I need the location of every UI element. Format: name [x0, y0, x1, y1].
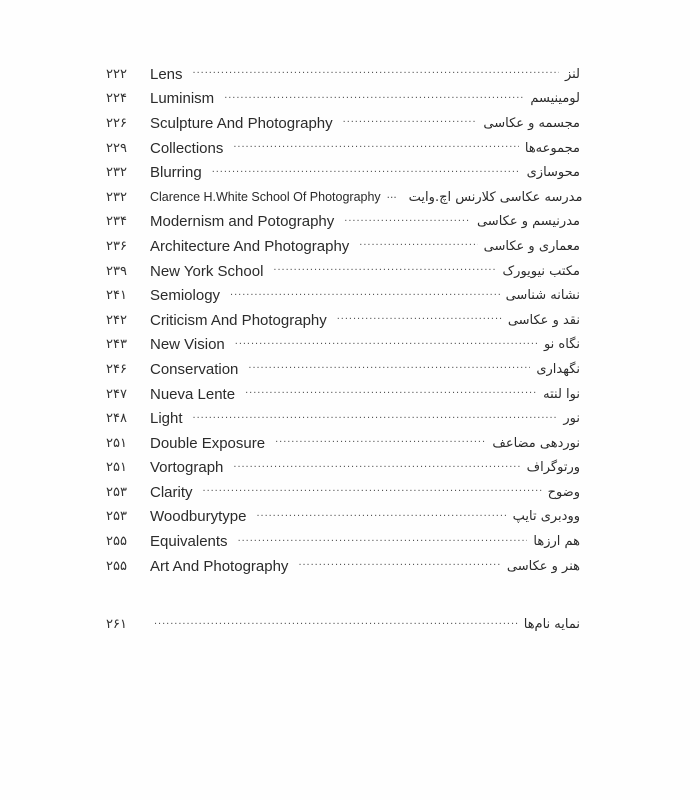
- english-title: Clarity: [150, 483, 193, 501]
- persian-title: ورتوگراف: [526, 460, 580, 476]
- toc-entry-semiology: [104, 283, 580, 308]
- persian-title: هم ارزها: [533, 534, 580, 550]
- dot-leader: [337, 313, 502, 327]
- dot-leader: [235, 338, 538, 352]
- dot-leader: [238, 535, 528, 549]
- english-title: Sculpture And Photography: [150, 114, 333, 132]
- dot-leader: [387, 190, 405, 204]
- page-number: ۲۳۲: [106, 165, 127, 181]
- dot-leader: [344, 215, 471, 229]
- english-title: Woodburytype: [150, 508, 247, 526]
- persian-title: مکتب نیویورک: [502, 263, 580, 279]
- dot-leader: [154, 618, 518, 632]
- persian-title: مدرنیسم و عکاسی: [476, 214, 580, 230]
- persian-title: مجسمه و عکاسی: [483, 115, 580, 131]
- table-of-contents: [104, 62, 583, 637]
- dot-leader: [203, 485, 542, 499]
- page-number: ۲۵۵: [106, 558, 127, 574]
- page-number: ۲۴۲: [106, 312, 127, 328]
- persian-title: مدرسه عکاسی کلارنس اچ.وایت: [408, 189, 583, 205]
- english-title: Semiology: [150, 287, 221, 305]
- page-number: ۲۲۲: [106, 66, 127, 82]
- toc-entry-equivalents: [104, 529, 580, 554]
- dot-leader: [256, 510, 506, 524]
- page-number: ۲۳۶: [106, 238, 127, 254]
- persian-title: لومینیسم: [530, 91, 580, 107]
- english-title: Equivalents: [150, 533, 228, 551]
- toc-entry-lens: [104, 62, 580, 87]
- toc-entry-nueva-lente: [104, 382, 580, 407]
- persian-title: مجموعه‌ها: [524, 140, 580, 156]
- english-title: Blurring: [150, 164, 202, 182]
- page-number: ۲۵۳: [106, 484, 127, 500]
- dot-leader: [224, 92, 524, 106]
- english-title: New Vision: [150, 336, 225, 354]
- page-number: ۲۲۴: [106, 91, 127, 107]
- toc-entry-double-exposure: [104, 431, 580, 456]
- toc-entry-clarity: [104, 480, 580, 505]
- page-number: ۲۲۶: [106, 115, 127, 131]
- toc-entry-luminism: [104, 87, 580, 112]
- english-title: Nueva Lente: [150, 385, 236, 403]
- dot-leader: [359, 239, 477, 253]
- persian-title: لنز: [564, 66, 580, 82]
- dot-leader: [212, 166, 521, 180]
- toc-entry-vortograph: [104, 456, 580, 481]
- page-number: ۲۳۴: [106, 214, 127, 230]
- dot-leader: [245, 387, 537, 401]
- dot-leader: [193, 67, 559, 81]
- page-number: ۲۶۱: [106, 617, 127, 633]
- persian-title: محوسازی: [526, 165, 580, 181]
- section-gap: [104, 578, 580, 612]
- dot-leader: [233, 141, 518, 155]
- english-title: Vortograph: [150, 459, 224, 477]
- toc-entry-architecture: [104, 234, 580, 259]
- persian-title: هنر و عکاسی: [506, 558, 580, 574]
- dot-leader: [193, 412, 558, 426]
- persian-title: نوا لنته: [543, 386, 580, 402]
- toc-entry-criticism: [104, 308, 580, 333]
- dot-leader: [273, 264, 496, 278]
- english-title: Collections: [150, 139, 224, 157]
- english-title: Conservation: [150, 360, 239, 378]
- persian-title: نگهداری: [536, 361, 580, 377]
- dot-leader: [275, 436, 486, 450]
- toc-entry-new-vision: [104, 333, 580, 358]
- english-title: Light: [150, 410, 183, 428]
- dot-leader: [230, 289, 500, 303]
- english-title: Modernism and Potography: [150, 213, 335, 231]
- persian-title: نمایه نام‌ها: [523, 617, 580, 633]
- persian-title: نشانه شناسی: [505, 288, 580, 304]
- dot-leader: [343, 116, 478, 130]
- page-number: ۲۴۶: [106, 361, 127, 377]
- page-number: ۲۴۸: [106, 411, 127, 427]
- toc-entry-new-york-school: [104, 259, 580, 284]
- persian-title: نوردهی مضاعف: [492, 435, 580, 451]
- persian-title: نقد و عکاسی: [507, 312, 580, 328]
- persian-title: معماری و عکاسی: [483, 238, 580, 254]
- toc-entry-modernism: [104, 210, 580, 235]
- page-number: ۲۳۲: [106, 189, 127, 205]
- toc-entry-light: [104, 406, 580, 431]
- toc-entry-name-index: [104, 612, 580, 637]
- toc-entry-blurring: [104, 160, 580, 185]
- persian-title: نور: [563, 411, 580, 427]
- persian-title: وضوح: [547, 484, 580, 500]
- page-number: ۲۵۳: [106, 509, 127, 525]
- dot-leader: [298, 559, 500, 573]
- dot-leader: [233, 461, 520, 475]
- toc-entry-collections: [104, 136, 580, 161]
- page-number: ۲۵۱: [106, 435, 127, 451]
- page-number: ۲۲۹: [106, 140, 127, 156]
- toc-entry-clarence-white: [104, 185, 583, 210]
- english-title: Architecture And Photography: [150, 237, 350, 255]
- english-title: Lens: [150, 65, 183, 83]
- persian-title: وودبری تایپ: [512, 509, 580, 525]
- english-title: New York School: [150, 262, 264, 280]
- english-title: Art And Photography: [150, 557, 289, 575]
- page-number: ۲۵۱: [106, 460, 127, 476]
- page-number: ۲۴۱: [106, 288, 127, 304]
- english-title: Clarence H.White School Of Photography: [150, 190, 381, 205]
- english-title: Criticism And Photography: [150, 311, 327, 329]
- toc-entry-sculpture: [104, 111, 580, 136]
- english-title: Luminism: [150, 90, 215, 108]
- page-number: ۲۴۷: [106, 386, 127, 402]
- page-number: ۲۵۵: [106, 534, 127, 550]
- toc-entry-conservation: [104, 357, 580, 382]
- toc-entry-art-and-photography: [104, 554, 580, 579]
- dot-leader: [248, 362, 530, 376]
- english-title: Double Exposure: [150, 434, 266, 452]
- persian-title: نگاه نو: [543, 337, 580, 353]
- page-number: ۲۴۳: [106, 337, 127, 353]
- page-number: ۲۳۹: [106, 263, 127, 279]
- toc-entry-woodburytype: [104, 505, 580, 530]
